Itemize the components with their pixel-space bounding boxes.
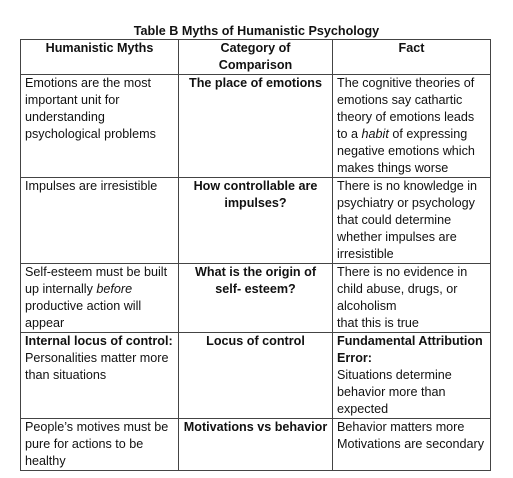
fact-text: There is no evidence in child abuse, drugs, or alcoholism (337, 265, 468, 313)
category-text: What is the origin of self- esteem? (194, 265, 317, 296)
table-row (21, 178, 491, 264)
myth-cell (21, 178, 179, 264)
table-row (21, 419, 491, 471)
myth-cell (21, 75, 179, 178)
myth-heading: Internal locus of control: (25, 334, 173, 348)
fact-text: that this is true (337, 316, 419, 330)
myth-cell (21, 419, 179, 471)
category-text: Motivations vs behavior (183, 420, 328, 434)
fact-cell (333, 333, 491, 419)
category-cell (179, 75, 333, 178)
fact-text: Behavior matters more (337, 420, 465, 434)
category-text: Locus of control (206, 334, 305, 348)
header-row (21, 40, 491, 75)
myth-text: Emotions are the most important unit for understanding psychological problems (25, 76, 156, 141)
fact-cell (333, 419, 491, 471)
category-text: How controllable are impulses? (193, 179, 318, 210)
myth-text: People’s motives must be pure for actions to be healthy (25, 420, 169, 468)
header-category-of-comparison: Category of Comparison (179, 40, 333, 75)
fact-text: Situations determine behavior more than expected (337, 368, 452, 416)
fact-text-italic: habit (361, 127, 389, 141)
table-caption: Table B Myths of Humanistic Psychology (133, 24, 380, 38)
category-cell (179, 178, 333, 264)
fact-text: Motivations are secondary (337, 437, 484, 451)
fact-cell (333, 178, 491, 264)
fact-heading: Fundamental Attribution Error: (337, 334, 483, 365)
header-fact: Fact (333, 40, 491, 75)
myth-cell (21, 333, 179, 419)
myth-cell (21, 264, 179, 333)
table-row (21, 333, 491, 419)
category-cell (179, 333, 333, 419)
category-text: The place of emotions (189, 76, 322, 90)
category-cell (179, 419, 333, 471)
fact-text: of expressing negative emotions which makes things worse (337, 127, 475, 175)
table-row (21, 264, 491, 333)
fact-cell (333, 75, 491, 178)
header-humanistic-myths: Humanistic Myths (21, 40, 179, 75)
fact-text: There is no knowledge in psychiatry or psychology that could determine whether impulses are irresistible (337, 179, 478, 261)
fact-cell (333, 264, 491, 333)
fact-text: The cognitive theories of emotions say cathartic theory of emotions leads to a (337, 76, 475, 141)
myth-text: productive action will appear (25, 299, 142, 330)
myth-text-italic: before (96, 282, 133, 296)
myths-table (20, 39, 491, 471)
myth-text: Impulses are irresistible (25, 179, 158, 193)
myth-text: Personalities matter more than situations (25, 351, 169, 382)
category-cell (179, 264, 333, 333)
table-row (21, 75, 491, 178)
myth-text: Self-esteem must be built up internally (25, 265, 168, 296)
